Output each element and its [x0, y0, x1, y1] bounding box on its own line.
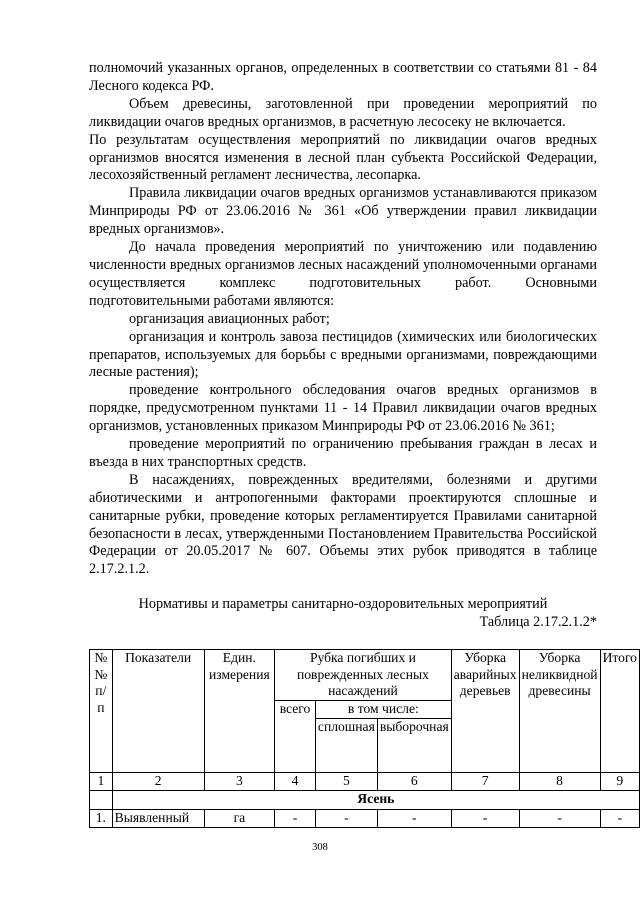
table-cell: -: [600, 809, 639, 827]
list-item: организация авиационных работ;: [129, 310, 330, 327]
header-grand-total: Итого: [600, 650, 639, 773]
table-cell: -: [451, 809, 519, 827]
paragraph: полномочий указанных органов, определенных в соответствии со статьями 81 - 84 Лесного кодекса РФ.: [89, 60, 597, 94]
table-title: Нормативы и параметры санитарно-оздоровительных мероприятий: [138, 596, 548, 612]
header-indicator: Показатели: [112, 650, 204, 773]
column-number: 6: [377, 772, 451, 790]
paragraph: До начала проведения мероприятий по уничтожению или подавлению численности вредных организмов лесных насаждений уполномоченными органами осуществляется комплекс подготовительных работ. Основными подготовительными работами являются:: [89, 239, 597, 309]
row-name: Выявленный: [112, 809, 204, 827]
paragraph: Объем древесины, заготовленной при проведении мероприятий по ликвидации очагов вредных организмов, в расчетную лесосеку не включается.: [89, 95, 597, 130]
column-number: 9: [600, 772, 639, 790]
column-number: 4: [275, 772, 316, 790]
section-title: Ясень: [112, 790, 639, 809]
sanitary-measures-table: [89, 649, 640, 828]
paragraph: В насаждениях, поврежденных вредителями, болезнями и другими абиотическими и антропогенными факторами проектируются сплошные и санитарные рубки, проведение которых регламентируется Правилами санитарной безопасности в лесах, утвержденными Постановлением Правительства Российской Федерации от 20.05.2017 № 607. Объемы этих рубок приводятся в таблице 2.17.2.1.2.: [89, 471, 597, 578]
list-item: организация и контроль завоза пестицидов (химических или биологических препаратов, используемых для борьбы с вредными организмами, повреждающими лесные растения);: [89, 328, 597, 381]
column-number: 1: [90, 772, 113, 790]
header-selective: выборочная: [377, 718, 451, 772]
column-number: 7: [451, 772, 519, 790]
header-unit: Един. измерения: [204, 650, 275, 773]
header-num: № № п/п: [90, 650, 113, 773]
table-cell: -: [275, 809, 316, 827]
paragraph: По результатам осуществления мероприятий по ликвидации очагов вредных организмов вносятся изменения в лесной план субъекта Российской Федерации, лесохозяйственный регламент лесничества, лесопарка.: [89, 131, 597, 184]
header-total-all: всего: [275, 700, 316, 772]
body-text: [89, 60, 597, 579]
column-number: 8: [519, 772, 600, 790]
header-cleanup-nonliquid: Уборка неликвидной древесины: [519, 650, 600, 773]
column-number: 3: [204, 772, 275, 790]
header-incl: в том числе:: [315, 700, 451, 718]
row-number: 1.: [90, 809, 113, 827]
column-number: 5: [315, 772, 377, 790]
header-felling: Рубка погибших и поврежденных лесных насаждений: [275, 650, 452, 701]
table-number: Таблица 2.17.2.1.2*: [479, 614, 597, 630]
paragraph: Правила ликвидации очагов вредных организмов устанавливаются приказом Минприроды РФ от 23.06.2016 № 361 «Об утверждении правил ликвидации вредных организмов».: [89, 185, 597, 238]
list-item: проведение мероприятий по ограничению пребывания граждан в лесах и въезда в них транспортных средств.: [89, 436, 597, 470]
column-number: 2: [112, 772, 204, 790]
table-cell: -: [377, 809, 451, 827]
table-cell: -: [519, 809, 600, 827]
header-solid: сплошная: [315, 718, 377, 772]
row-unit: га: [204, 809, 275, 827]
table-cell: -: [315, 809, 377, 827]
page-number: 308: [312, 842, 328, 853]
header-cleanup-emergency: Уборка аварийных деревьев: [451, 650, 519, 773]
list-item: проведение контрольного обследования очагов вредных организмов в порядке, предусмотренном пунктами 11 - 14 Правил ликвидации очагов вредных организмов, установленных приказом Минприроды РФ от 23.06.2016 № 361;: [89, 382, 597, 435]
